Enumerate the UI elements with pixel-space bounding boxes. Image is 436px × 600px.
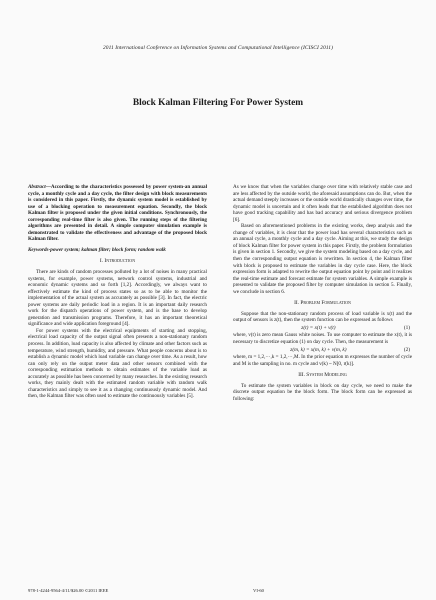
- paper-title: Block Kalman Filtering For Power System: [132, 98, 304, 108]
- right-column: [233, 184, 412, 402]
- equation-formula: z(m, k) = x(m, k) + v(m, k): [290, 346, 347, 353]
- paragraph: where, m = 1,2,⋯,k = 1,2,⋯,M. In the prior equation m expresses the number of cycle and M is the sampling in no. m cycle and v(k) ~ N[0, r(k)].: [233, 354, 412, 367]
- section-heading-problem-formulation: II. Problem Formulation: [294, 300, 351, 307]
- paragraph: Based on aforementioned problems in the existing works, deep analysis and the change of variables, it is clear that the power load has several characteristics such as an annual cycle, a monthly cycle and a day cycle. Aiming at this, we study the design of block Kalman filter for power system in this paper. Firstly, the problem formulation is given in section 1. Secondly, we give the system modeling based on a day cycle, and then the corresponding output equation is rewritten. In section 4, the Kalman filter with block is proposed to estimate the variables in day cycle case. Here, the block expression form is adapted to rewrite the output equation point by point and it realizes the real-time estimate and forecast estimate for system variables. A simple example is presented to validate the proposed filter by computer simulation in section 5. Finally, we conclude in section 6.: [233, 223, 412, 295]
- paragraph: To estimate the system variables in block on day cycle, we need to make the discrete output equation be the block form. The block form can be expressed as following:: [233, 382, 412, 402]
- footer-page-number: VI-60: [253, 588, 264, 593]
- paragraph: For power systems with the electrical equipments of starting and stopping, electrical load capacity of the output signal often presents a non-stationary random process. In addition, load capacity is also affected by climate and other factors such as temperature, wind strength, humidity, and pressure. What people concerns about is to establish a dynamic model which load variable can change over time. As a result, how can only rely on the output meter data and other sensors combined with the corresponding estimation methods to obtain estimates of the variable load as accurately as possible has been concerned by many researches. In the existing research works, they mainly dealt with the estimated random variable with random walk characteristics and simply to see it as a changing continuously dynamic model. And then, the Kalman filter was often used to estimate the continuously variables [5].: [28, 327, 207, 400]
- left-column: [28, 184, 207, 400]
- paragraph: Suppose that the non-stationary random process of load variable is x(t) and the output of sensors is z(t), then the system function can be expressed as follows: [233, 310, 412, 324]
- equation-2: [233, 347, 412, 354]
- abstract-label: Abstract—: [28, 184, 51, 190]
- paragraph: As we know that when the variables change over time with relatively stable case and are less affected by the outside world, the aforesaid assumptions can do. But, when the actual demand steeply increases or the outside world drastically changes over time, the dynamic model is uncertain and it often leads that the established algorithm does not have good tracking capability and has bad accuracy and serious divergence problem [6].: [233, 184, 412, 223]
- paragraph: There are kinds of random processes polluted by a lot of noises in many practical systems, for example, power systems, network control systems, industrial and economic dynamic systems and so forth [1,2]. Accordingly, we always want to effectively estimate the kind of process states so as to be able to monitor the implementation of the actual system as accurately as possible [3]. In fact, the electric power systems are daily periodic load in a region. It is an important daily research work for the dispatch operations of power system, and is the base to develop generation and transmission programs. Therefore, it has an important theoretical significance and wide application foreground [4].: [28, 269, 207, 328]
- equation-formula: z(t) = x(t) + v(t): [301, 324, 336, 331]
- keywords: Keywords-power system; kalman filter; block form; random walk: [28, 246, 166, 253]
- equation-number: (1): [403, 324, 410, 331]
- abstract: [28, 184, 207, 243]
- equation-number: (2): [403, 346, 410, 353]
- section-heading-introduction: I. Introduction: [99, 258, 136, 265]
- conference-header: 2011 International Conference on Information Systems and Computational Intelligence (ICISCI 2011): [103, 45, 333, 51]
- equation-1: [233, 325, 412, 332]
- abstract-text: According to the characteristics possessed by power system-an annual cycle, a monthly cycle and a day cycle, the filter design with block measurements is considered in this paper. Firstly, the dynamic system model is established by use of a blocking operation to measurement equation. Secondly, the block Kalman filter is proposed under the given initial conditions. Synchronously, the corresponding real-time filter is also given. The running steps of the filtering algorithms are presented in detail. A simple computer simulation example is demonstrated to validate the effectiveness and advantage of the proposed block Kalman filter.: [28, 184, 207, 243]
- footer-isbn: 978-1-4244-9564-4/11/$26.00 ©2011 IEEE: [28, 588, 109, 593]
- paragraph: where, v(t) is zero mean Gauss white noises. To use computer to estimate the x(t), it is necessary to discretize equation (1) on day cycle. Then, the measurement is: [233, 332, 412, 346]
- section-heading-system-modeling: III. System Modeling: [298, 372, 347, 379]
